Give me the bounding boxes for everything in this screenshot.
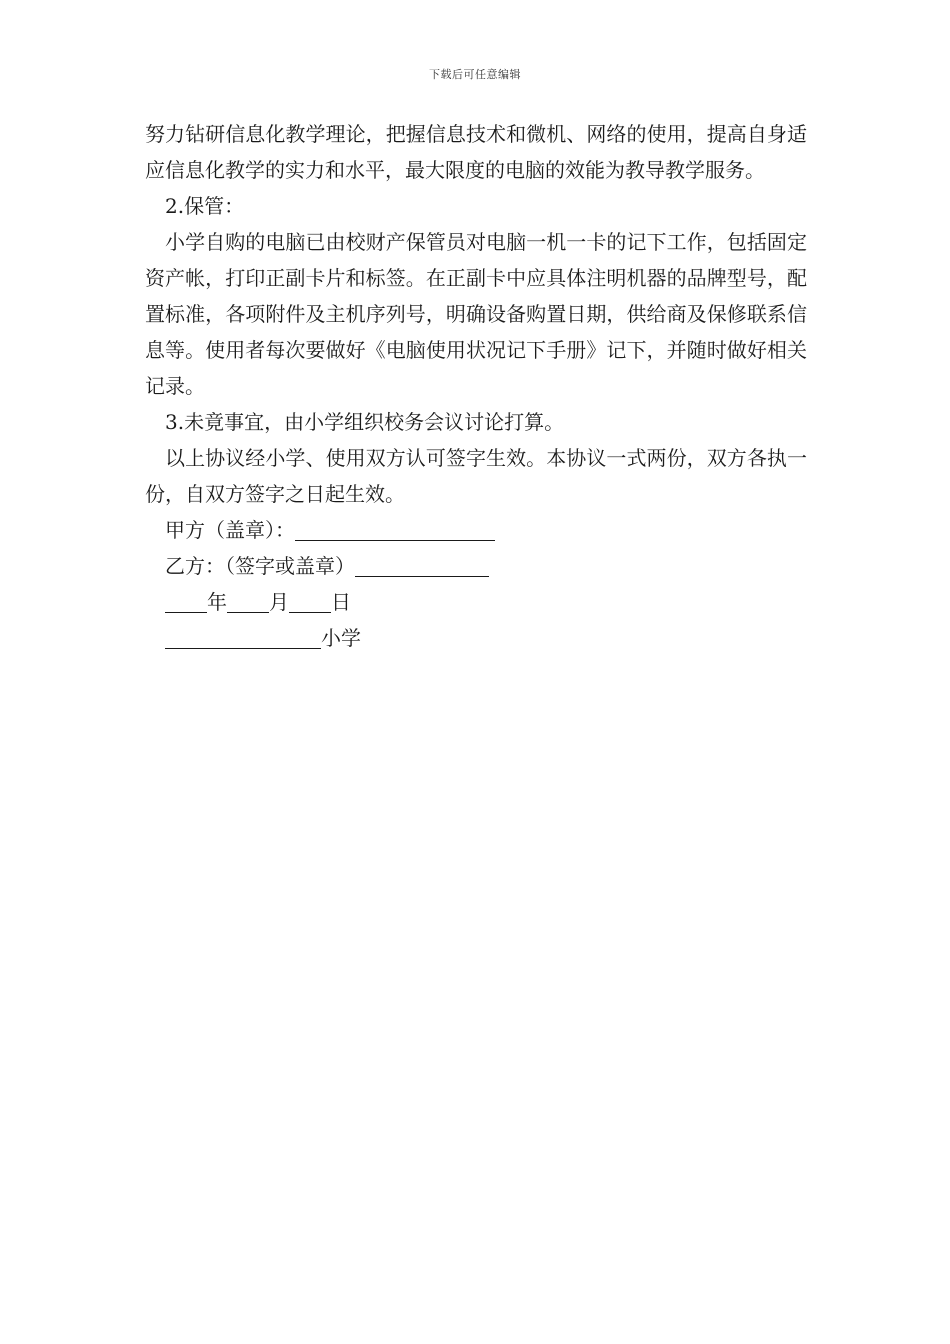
party-b-blank[interactable] [355, 550, 489, 577]
month-label: 月 [269, 590, 289, 614]
year-label: 年 [207, 590, 227, 614]
day-label: 日 [331, 590, 351, 614]
party-b-signature-line [165, 548, 807, 584]
year-blank[interactable] [165, 586, 207, 613]
party-a-signature-line [165, 512, 807, 548]
paragraph-unresolved-matters: 3.未竟事宜，由小学组织校务会议讨论打算。 [165, 410, 565, 434]
paragraph-training: 努力钻研信息化教学理论，把握信息技术和微机、网络的使用，提高自身适应信息化教学的实力和水平，最大限度的电脑的效能为教导教学服务。 [145, 122, 807, 182]
paragraph-custody: 小学自购的电脑已由校财产保管员对电脑一机一卡的记下工作，包括固定资产帐，打印正副卡片和标签。在正副卡中应具体注明机器的品牌型号，配置标准，各项附件及主机序列号，明确设备购置日期，供给商及保修联系信息等。使用者每次要做好《电脑使用状况记下手册》记下，并随时做好相关记录。 [145, 230, 807, 398]
date-line [165, 584, 807, 620]
party-b-label: 乙方：（签字或盖章） [165, 554, 355, 578]
school-label: 小学 [321, 626, 361, 650]
school-line [165, 620, 807, 656]
party-a-blank[interactable] [295, 514, 495, 541]
page-header: 下载后可任意编辑 [429, 68, 521, 81]
school-name-blank[interactable] [165, 622, 321, 649]
party-a-label: 甲方（盖章）： [165, 518, 295, 542]
heading-custody: 2.保管： [165, 194, 245, 218]
month-blank[interactable] [227, 586, 269, 613]
day-blank[interactable] [289, 586, 331, 613]
paragraph-effectiveness: 以上协议经小学、使用双方认可签字生效。本协议一式两份，双方各执一份，自双方签字之日起生效。 [145, 446, 807, 506]
document-body [145, 116, 807, 656]
